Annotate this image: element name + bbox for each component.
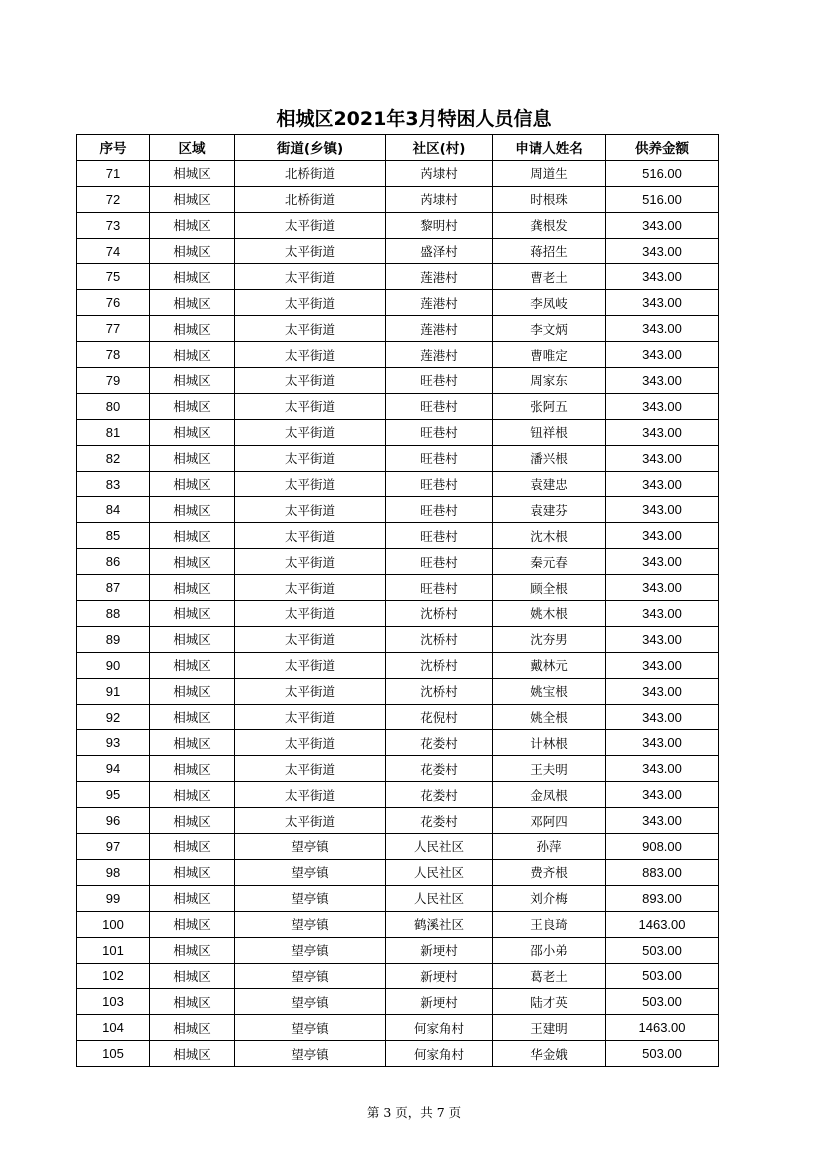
serial-cell: 72 xyxy=(77,186,150,212)
community-cell: 莲港村 xyxy=(386,290,493,316)
street-cell: 太平街道 xyxy=(235,212,386,238)
region-cell: 相城区 xyxy=(150,264,235,290)
community-cell: 黎明村 xyxy=(386,212,493,238)
amount-cell: 343.00 xyxy=(606,730,719,756)
region-cell: 相城区 xyxy=(150,1015,235,1041)
table-row xyxy=(77,342,719,368)
applicant-name-cell: 金凤根 xyxy=(493,782,606,808)
community-cell: 花倪村 xyxy=(386,704,493,730)
table-row xyxy=(77,1015,719,1041)
community-cell: 旺巷村 xyxy=(386,523,493,549)
street-cell: 望亭镇 xyxy=(235,989,386,1015)
serial-cell: 79 xyxy=(77,368,150,394)
region-cell: 相城区 xyxy=(150,885,235,911)
amount-cell: 343.00 xyxy=(606,264,719,290)
community-cell: 旺巷村 xyxy=(386,445,493,471)
street-cell: 太平街道 xyxy=(235,342,386,368)
table-row xyxy=(77,601,719,627)
community-cell: 沈桥村 xyxy=(386,652,493,678)
region-cell: 相城区 xyxy=(150,549,235,575)
serial-cell: 81 xyxy=(77,419,150,445)
applicant-name-cell: 姚全根 xyxy=(493,704,606,730)
region-cell: 相城区 xyxy=(150,212,235,238)
table-row xyxy=(77,238,719,264)
region-cell: 相城区 xyxy=(150,1041,235,1067)
street-cell: 望亭镇 xyxy=(235,859,386,885)
amount-cell: 516.00 xyxy=(606,186,719,212)
amount-cell: 503.00 xyxy=(606,937,719,963)
applicant-name-cell: 计林根 xyxy=(493,730,606,756)
applicant-name-cell: 沈木根 xyxy=(493,523,606,549)
applicant-name-cell: 王良琦 xyxy=(493,911,606,937)
region-cell: 相城区 xyxy=(150,290,235,316)
applicant-name-cell: 周道生 xyxy=(493,160,606,186)
amount-cell: 503.00 xyxy=(606,989,719,1015)
street-cell: 望亭镇 xyxy=(235,1015,386,1041)
amount-cell: 893.00 xyxy=(606,885,719,911)
applicant-name-cell: 费齐根 xyxy=(493,859,606,885)
table-row xyxy=(77,989,719,1015)
community-cell: 人民社区 xyxy=(386,859,493,885)
amount-cell: 343.00 xyxy=(606,471,719,497)
page-title: 相城区2021年3月特困人员信息 xyxy=(276,108,552,130)
street-cell: 太平街道 xyxy=(235,549,386,575)
street-cell: 太平街道 xyxy=(235,678,386,704)
region-cell: 相城区 xyxy=(150,368,235,394)
region-cell: 相城区 xyxy=(150,678,235,704)
street-cell: 北桥街道 xyxy=(235,160,386,186)
region-cell: 相城区 xyxy=(150,937,235,963)
applicant-name-cell: 龚根发 xyxy=(493,212,606,238)
applicant-name-cell: 曹唯定 xyxy=(493,342,606,368)
table-body xyxy=(77,160,719,1066)
applicant-name-cell: 陆才英 xyxy=(493,989,606,1015)
region-cell: 相城区 xyxy=(150,601,235,627)
region-cell: 相城区 xyxy=(150,782,235,808)
table-row xyxy=(77,497,719,523)
serial-cell: 85 xyxy=(77,523,150,549)
applicant-name-cell: 姚木根 xyxy=(493,601,606,627)
serial-cell: 74 xyxy=(77,238,150,264)
col-header-serial: 序号 xyxy=(77,135,150,161)
street-cell: 太平街道 xyxy=(235,445,386,471)
community-cell: 旺巷村 xyxy=(386,497,493,523)
community-cell: 人民社区 xyxy=(386,885,493,911)
street-cell: 太平街道 xyxy=(235,704,386,730)
applicant-name-cell: 邵小弟 xyxy=(493,937,606,963)
community-cell: 盛泽村 xyxy=(386,238,493,264)
serial-cell: 77 xyxy=(77,316,150,342)
amount-cell: 343.00 xyxy=(606,808,719,834)
region-cell: 相城区 xyxy=(150,523,235,549)
street-cell: 望亭镇 xyxy=(235,1041,386,1067)
community-cell: 人民社区 xyxy=(386,834,493,860)
amount-cell: 503.00 xyxy=(606,1041,719,1067)
applicant-name-cell: 葛老土 xyxy=(493,963,606,989)
applicant-name-cell: 顾全根 xyxy=(493,575,606,601)
street-cell: 望亭镇 xyxy=(235,834,386,860)
serial-cell: 98 xyxy=(77,859,150,885)
applicant-name-cell: 秦元春 xyxy=(493,549,606,575)
amount-cell: 503.00 xyxy=(606,963,719,989)
table-row xyxy=(77,212,719,238)
region-cell: 相城区 xyxy=(150,186,235,212)
amount-cell: 516.00 xyxy=(606,160,719,186)
street-cell: 太平街道 xyxy=(235,471,386,497)
serial-cell: 87 xyxy=(77,575,150,601)
applicant-name-cell: 张阿五 xyxy=(493,393,606,419)
community-cell: 新埂村 xyxy=(386,963,493,989)
street-cell: 太平街道 xyxy=(235,730,386,756)
applicant-name-cell: 袁建忠 xyxy=(493,471,606,497)
applicant-name-cell: 孙萍 xyxy=(493,834,606,860)
table-row xyxy=(77,704,719,730)
col-header-amount: 供养金额 xyxy=(606,135,719,161)
amount-cell: 343.00 xyxy=(606,523,719,549)
community-cell: 旺巷村 xyxy=(386,419,493,445)
community-cell: 旺巷村 xyxy=(386,575,493,601)
street-cell: 北桥街道 xyxy=(235,186,386,212)
amount-cell: 908.00 xyxy=(606,834,719,860)
col-header-community: 社区(村) xyxy=(386,135,493,161)
street-cell: 太平街道 xyxy=(235,368,386,394)
col-header-street: 街道(乡镇) xyxy=(235,135,386,161)
serial-cell: 73 xyxy=(77,212,150,238)
applicant-name-cell: 潘兴根 xyxy=(493,445,606,471)
serial-cell: 105 xyxy=(77,1041,150,1067)
community-cell: 莲港村 xyxy=(386,316,493,342)
applicant-name-cell: 华金娥 xyxy=(493,1041,606,1067)
serial-cell: 96 xyxy=(77,808,150,834)
table-row xyxy=(77,523,719,549)
street-cell: 太平街道 xyxy=(235,290,386,316)
community-cell: 花娄村 xyxy=(386,756,493,782)
table-row xyxy=(77,859,719,885)
community-cell: 花娄村 xyxy=(386,782,493,808)
applicant-name-cell: 钮祥根 xyxy=(493,419,606,445)
street-cell: 太平街道 xyxy=(235,316,386,342)
street-cell: 太平街道 xyxy=(235,393,386,419)
amount-cell: 1463.00 xyxy=(606,911,719,937)
table-row xyxy=(77,264,719,290)
serial-cell: 103 xyxy=(77,989,150,1015)
region-cell: 相城区 xyxy=(150,704,235,730)
amount-cell: 343.00 xyxy=(606,782,719,808)
region-cell: 相城区 xyxy=(150,808,235,834)
serial-cell: 71 xyxy=(77,160,150,186)
amount-cell: 343.00 xyxy=(606,497,719,523)
street-cell: 太平街道 xyxy=(235,264,386,290)
col-header-region: 区域 xyxy=(150,135,235,161)
serial-cell: 102 xyxy=(77,963,150,989)
table-row xyxy=(77,445,719,471)
applicant-name-cell: 李凤岐 xyxy=(493,290,606,316)
table-header-row xyxy=(77,135,719,161)
applicant-name-cell: 李文炳 xyxy=(493,316,606,342)
table-row xyxy=(77,652,719,678)
community-cell: 新埂村 xyxy=(386,937,493,963)
table-row xyxy=(77,419,719,445)
street-cell: 太平街道 xyxy=(235,523,386,549)
applicant-name-cell: 戴林元 xyxy=(493,652,606,678)
region-cell: 相城区 xyxy=(150,471,235,497)
serial-cell: 95 xyxy=(77,782,150,808)
region-cell: 相城区 xyxy=(150,963,235,989)
serial-cell: 76 xyxy=(77,290,150,316)
serial-cell: 99 xyxy=(77,885,150,911)
amount-cell: 343.00 xyxy=(606,601,719,627)
table-row xyxy=(77,1041,719,1067)
serial-cell: 93 xyxy=(77,730,150,756)
serial-cell: 82 xyxy=(77,445,150,471)
region-cell: 相城区 xyxy=(150,859,235,885)
applicant-name-cell: 王建明 xyxy=(493,1015,606,1041)
street-cell: 太平街道 xyxy=(235,782,386,808)
serial-cell: 94 xyxy=(77,756,150,782)
serial-cell: 104 xyxy=(77,1015,150,1041)
region-cell: 相城区 xyxy=(150,393,235,419)
region-cell: 相城区 xyxy=(150,834,235,860)
table-row xyxy=(77,911,719,937)
applicant-name-cell: 曹老土 xyxy=(493,264,606,290)
region-cell: 相城区 xyxy=(150,652,235,678)
applicant-name-cell: 周家东 xyxy=(493,368,606,394)
table-row xyxy=(77,186,719,212)
serial-cell: 86 xyxy=(77,549,150,575)
amount-cell: 343.00 xyxy=(606,652,719,678)
applicant-name-cell: 时根珠 xyxy=(493,186,606,212)
serial-cell: 91 xyxy=(77,678,150,704)
recipients-table xyxy=(76,134,719,1067)
serial-cell: 80 xyxy=(77,393,150,419)
amount-cell: 883.00 xyxy=(606,859,719,885)
amount-cell: 343.00 xyxy=(606,238,719,264)
table-row xyxy=(77,393,719,419)
amount-cell: 343.00 xyxy=(606,212,719,238)
region-cell: 相城区 xyxy=(150,316,235,342)
table-row xyxy=(77,782,719,808)
table-row xyxy=(77,885,719,911)
serial-cell: 92 xyxy=(77,704,150,730)
serial-cell: 89 xyxy=(77,626,150,652)
amount-cell: 343.00 xyxy=(606,445,719,471)
community-cell: 何家角村 xyxy=(386,1015,493,1041)
community-cell: 莲港村 xyxy=(386,264,493,290)
street-cell: 望亭镇 xyxy=(235,885,386,911)
region-cell: 相城区 xyxy=(150,160,235,186)
amount-cell: 343.00 xyxy=(606,704,719,730)
region-cell: 相城区 xyxy=(150,497,235,523)
table-row xyxy=(77,834,719,860)
applicant-name-cell: 蒋招生 xyxy=(493,238,606,264)
street-cell: 太平街道 xyxy=(235,601,386,627)
street-cell: 太平街道 xyxy=(235,626,386,652)
street-cell: 太平街道 xyxy=(235,652,386,678)
serial-cell: 75 xyxy=(77,264,150,290)
table-row xyxy=(77,626,719,652)
amount-cell: 343.00 xyxy=(606,678,719,704)
community-cell: 花娄村 xyxy=(386,730,493,756)
community-cell: 芮埭村 xyxy=(386,160,493,186)
serial-cell: 100 xyxy=(77,911,150,937)
region-cell: 相城区 xyxy=(150,911,235,937)
amount-cell: 343.00 xyxy=(606,419,719,445)
street-cell: 太平街道 xyxy=(235,238,386,264)
amount-cell: 343.00 xyxy=(606,316,719,342)
serial-cell: 88 xyxy=(77,601,150,627)
applicant-name-cell: 沈夯男 xyxy=(493,626,606,652)
street-cell: 太平街道 xyxy=(235,575,386,601)
table-row xyxy=(77,471,719,497)
community-cell: 旺巷村 xyxy=(386,471,493,497)
applicant-name-cell: 邓阿四 xyxy=(493,808,606,834)
table-row xyxy=(77,549,719,575)
serial-cell: 84 xyxy=(77,497,150,523)
amount-cell: 343.00 xyxy=(606,756,719,782)
street-cell: 太平街道 xyxy=(235,756,386,782)
applicant-name-cell: 王夫明 xyxy=(493,756,606,782)
table-row xyxy=(77,316,719,342)
amount-cell: 343.00 xyxy=(606,290,719,316)
community-cell: 旺巷村 xyxy=(386,549,493,575)
table-row xyxy=(77,808,719,834)
street-cell: 望亭镇 xyxy=(235,963,386,989)
page-footer: 第 3 页，共 7 页 xyxy=(366,1105,462,1120)
table-row xyxy=(77,160,719,186)
serial-cell: 101 xyxy=(77,937,150,963)
community-cell: 沈桥村 xyxy=(386,601,493,627)
amount-cell: 1463.00 xyxy=(606,1015,719,1041)
community-cell: 芮埭村 xyxy=(386,186,493,212)
amount-cell: 343.00 xyxy=(606,575,719,601)
table-row xyxy=(77,575,719,601)
amount-cell: 343.00 xyxy=(606,626,719,652)
region-cell: 相城区 xyxy=(150,419,235,445)
table-row xyxy=(77,290,719,316)
table-row xyxy=(77,368,719,394)
serial-cell: 83 xyxy=(77,471,150,497)
community-cell: 沈桥村 xyxy=(386,626,493,652)
applicant-name-cell: 姚宝根 xyxy=(493,678,606,704)
col-header-applicant: 申请人姓名 xyxy=(493,135,606,161)
serial-cell: 97 xyxy=(77,834,150,860)
region-cell: 相城区 xyxy=(150,445,235,471)
street-cell: 太平街道 xyxy=(235,497,386,523)
table-row xyxy=(77,756,719,782)
amount-cell: 343.00 xyxy=(606,368,719,394)
street-cell: 望亭镇 xyxy=(235,911,386,937)
community-cell: 何家角村 xyxy=(386,1041,493,1067)
street-cell: 太平街道 xyxy=(235,419,386,445)
amount-cell: 343.00 xyxy=(606,342,719,368)
applicant-name-cell: 袁建芬 xyxy=(493,497,606,523)
region-cell: 相城区 xyxy=(150,342,235,368)
amount-cell: 343.00 xyxy=(606,393,719,419)
street-cell: 太平街道 xyxy=(235,808,386,834)
region-cell: 相城区 xyxy=(150,575,235,601)
region-cell: 相城区 xyxy=(150,626,235,652)
table-row xyxy=(77,963,719,989)
table-row xyxy=(77,678,719,704)
serial-cell: 78 xyxy=(77,342,150,368)
applicant-name-cell: 刘介梅 xyxy=(493,885,606,911)
region-cell: 相城区 xyxy=(150,238,235,264)
region-cell: 相城区 xyxy=(150,756,235,782)
street-cell: 望亭镇 xyxy=(235,937,386,963)
region-cell: 相城区 xyxy=(150,989,235,1015)
community-cell: 旺巷村 xyxy=(386,393,493,419)
table-row xyxy=(77,937,719,963)
community-cell: 旺巷村 xyxy=(386,368,493,394)
community-cell: 新埂村 xyxy=(386,989,493,1015)
amount-cell: 343.00 xyxy=(606,549,719,575)
community-cell: 沈桥村 xyxy=(386,678,493,704)
community-cell: 鹤溪社区 xyxy=(386,911,493,937)
serial-cell: 90 xyxy=(77,652,150,678)
region-cell: 相城区 xyxy=(150,730,235,756)
community-cell: 莲港村 xyxy=(386,342,493,368)
table-row xyxy=(77,730,719,756)
community-cell: 花娄村 xyxy=(386,808,493,834)
